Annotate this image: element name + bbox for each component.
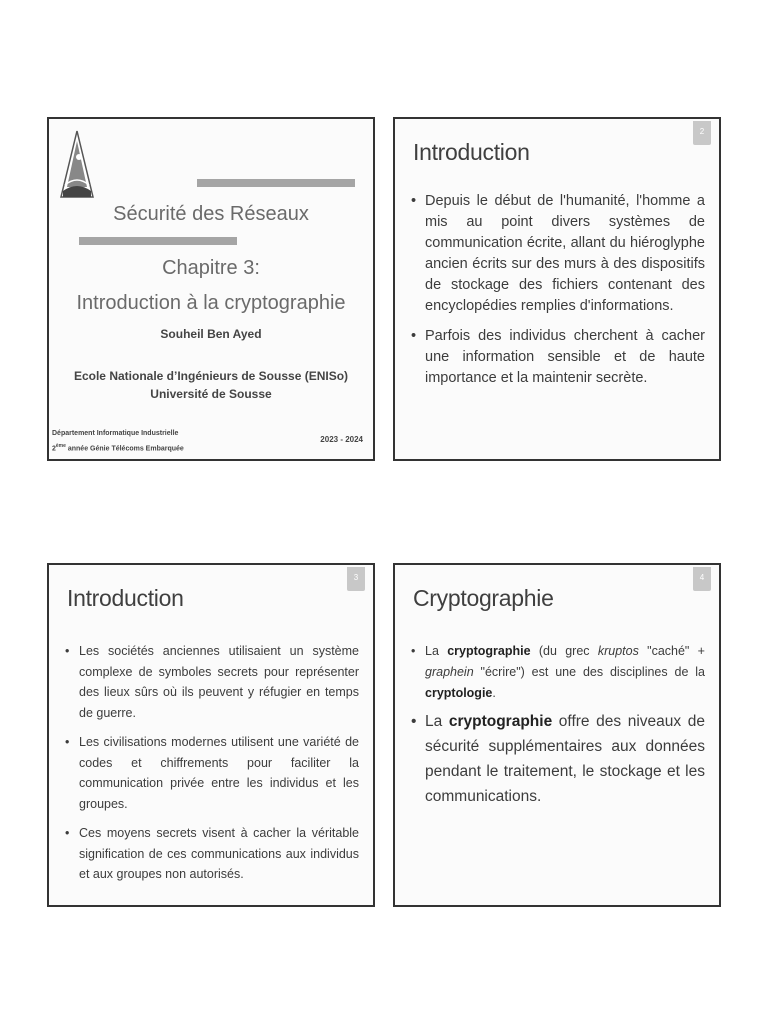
bullet-item: • Ces moyens secrets visent à cacher la véritable signification de ces communications aux individus et aux groupes non autorisés.: [63, 823, 359, 885]
course-title: Sécurité des Réseaux: [113, 203, 309, 225]
bullet-item: • Les civilisations modernes utilisent une variété de codes et chiffrements pour faciliter la communication privée entre les individus et les groupes.: [63, 732, 359, 814]
bullet-item: • Depuis le début de l'humanité, l'homme a mis au point divers systèmes de communication écrite, allant du hiéroglyphe ancien écrits sur des murs à des dispositifs de stockage des fichiers contenant des encyclopédies remplies d'informations.: [409, 191, 705, 317]
slide-2: [393, 117, 721, 461]
slide-number: 2: [693, 121, 711, 145]
bullet-item-security: • La cryptographie offre des niveaux de sécurité supplémentaires aux données pendant le traitement, le stockage et les communications.: [409, 709, 705, 809]
university-name: Université de Sousse: [150, 387, 272, 401]
school-name: Ecole Nationale d’Ingénieurs de Sousse (ENISo): [73, 369, 349, 383]
bullet-list: [409, 191, 705, 398]
bullet-list: [409, 709, 705, 809]
decorative-bar-top: [197, 179, 355, 187]
slide-1-title: [47, 117, 375, 461]
slide-number: 4: [693, 567, 711, 591]
author-name: Souheil Ben Ayed: [160, 327, 262, 341]
bullet-item: • Les sociétés anciennes utilisaient un système complexe de symboles secrets pour représenter des lieux sûrs où ils peuvent y réfugier en temps de guerre.: [63, 641, 359, 723]
year-level: 2ème année Génie Télécoms Embarquée: [52, 443, 184, 453]
chapter-title: Introduction à la cryptographie: [76, 292, 346, 314]
slide-3: [47, 563, 375, 907]
chapter-label: Chapitre 3:: [162, 257, 260, 279]
slide-title: Introduction: [413, 139, 530, 165]
bullet-list: [63, 641, 359, 894]
slide-title: Introduction: [67, 585, 184, 611]
eniso-logo-icon: [59, 127, 95, 215]
slide-4: [393, 563, 721, 907]
slide-title: Cryptographie: [413, 585, 554, 611]
department-name: Département Informatique Industrielle: [52, 430, 179, 437]
decorative-bar-bottom: [79, 237, 237, 245]
bullet-list: [409, 641, 705, 704]
academic-year: 2023 - 2024: [320, 435, 363, 444]
bullet-item-definition: • La cryptographie (du grec kruptos "caché" + graphein "écrire") est une des disciplines de la cryptologie.: [409, 641, 705, 704]
bullet-item: • Parfois des individus cherchent à cacher une information sensible et de haute importance et la maintenir secrète.: [409, 326, 705, 389]
slide-number: 3: [347, 567, 365, 591]
department-info: [52, 428, 184, 455]
